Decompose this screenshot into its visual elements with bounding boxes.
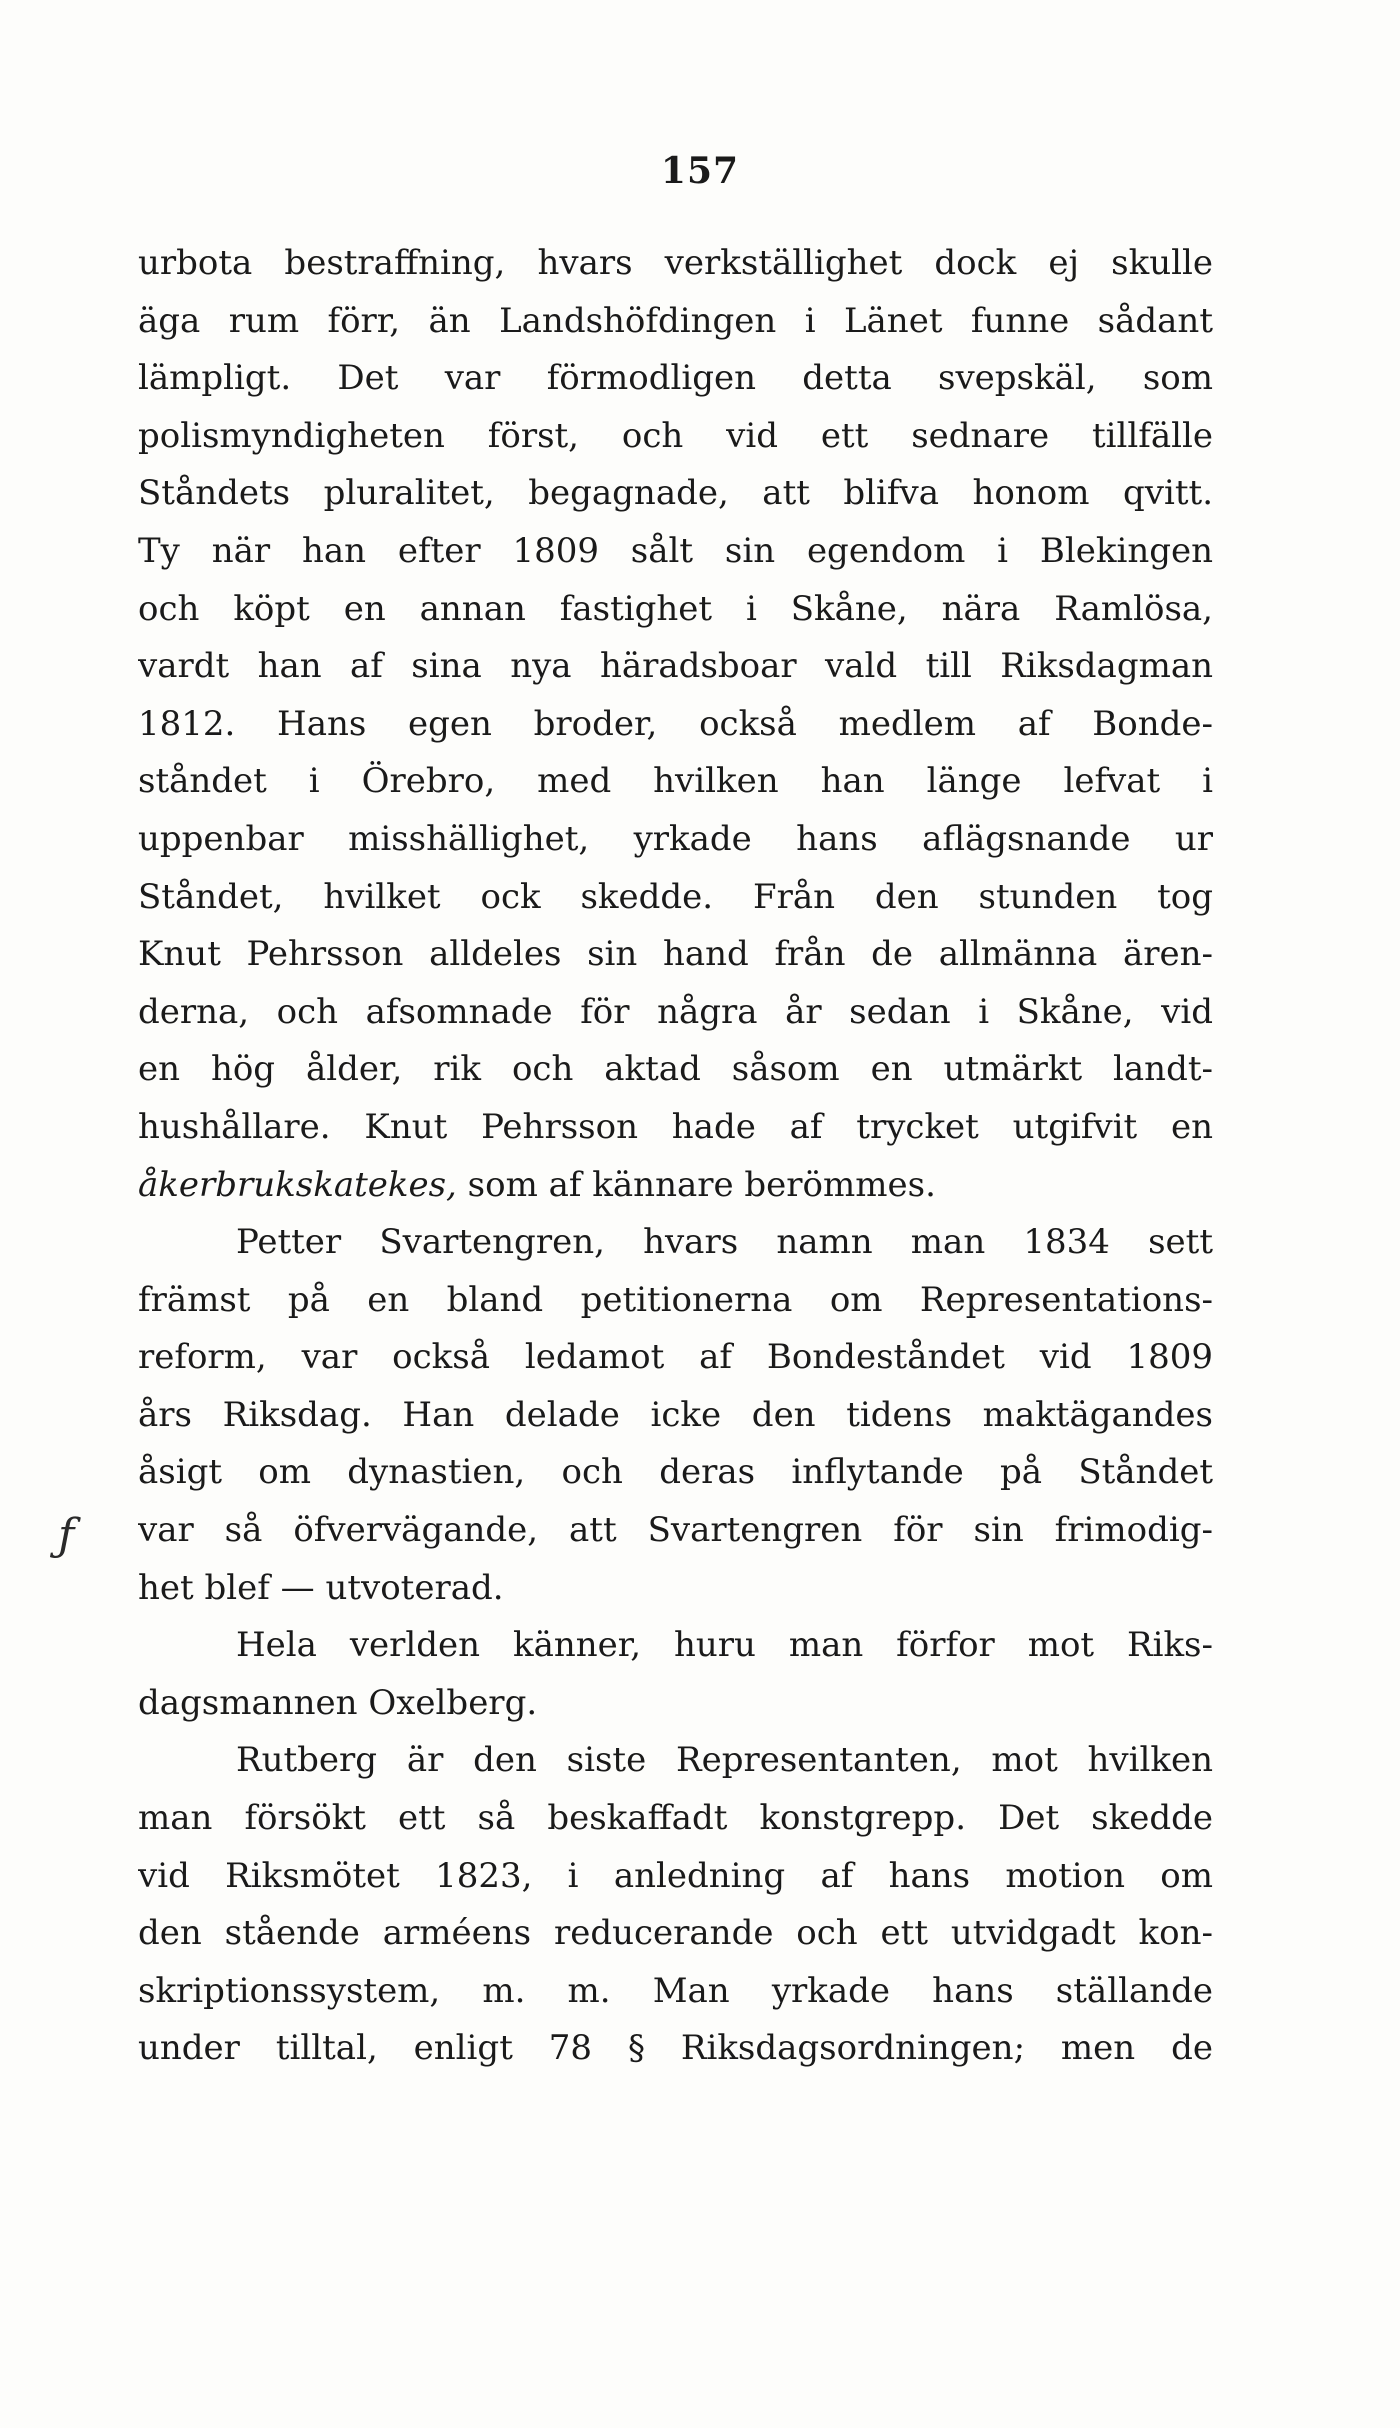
text-line: och köpt en annan fastighet i Skåne, nära Ramlösa, bbox=[138, 588, 1213, 629]
text-line: äga rum förr, än Landshöfdingen i Länet funne sådant bbox=[138, 300, 1213, 341]
page-number: 157 bbox=[660, 150, 740, 192]
text-line: 1812. Hans egen broder, också medlem af Bonde- bbox=[138, 703, 1213, 744]
text-line: lämpligt. Det var förmodligen detta svepskäl, som bbox=[138, 358, 1213, 399]
italic-title: åkerbrukskatekes, bbox=[138, 1164, 457, 1205]
text-line: hushållare. Knut Pehrsson hade af trycket utgifvit en bbox=[138, 1106, 1213, 1147]
text-line: vid Riksmötet 1823, i anledning af hans motion om bbox=[138, 1855, 1213, 1896]
text-line: urbota bestraffning, hvars verkställighet dock ej skulle bbox=[138, 243, 1213, 283]
text-line-rest: som af kännare berömmes. bbox=[456, 1164, 936, 1205]
text-line: reform, var också ledamot af Bondeståndet vid 1809 bbox=[138, 1337, 1213, 1378]
text-line: under tilltal, enligt 78 § Riksdagsordningen; men de bbox=[138, 2028, 1213, 2069]
text-line: skriptionssystem, m. m. Man yrkade hans ställande bbox=[138, 1970, 1213, 2011]
text-line: års Riksdag. Han delade icke den tidens maktägandes bbox=[138, 1394, 1213, 1435]
text-line: Ty när han efter 1809 sålt sin egendom i Blekingen bbox=[138, 530, 1213, 571]
text-line: uppenbar misshällighet, yrkade hans aflägsnande ur bbox=[138, 818, 1213, 859]
text-line: dagsmannen Oxelberg. bbox=[138, 1682, 538, 1723]
text-line: en hög ålder, rik och aktad såsom en utmärkt landt- bbox=[138, 1049, 1213, 1090]
text-line: Rutberg är den siste Representanten, mot hvilken bbox=[236, 1740, 1213, 1781]
text-line bbox=[138, 1157, 1213, 1215]
text-line: åsigt om dynastien, och deras inflytande på Ståndet bbox=[138, 1452, 1213, 1493]
text-line: Petter Svartengren, hvars namn man 1834 sett bbox=[236, 1222, 1213, 1263]
text-line: Knut Pehrsson alldeles sin hand från de allmänna ären- bbox=[138, 934, 1213, 975]
margin-mark: ƒ bbox=[58, 1510, 75, 1561]
body-text bbox=[138, 235, 1213, 2078]
text-line: vardt han af sina nya häradsboar vald till Riksdagman bbox=[138, 646, 1213, 687]
text-line: derna, och afsomnade för några år sedan i Skåne, vid bbox=[138, 991, 1213, 1032]
text-line: Ståndet, hvilket ock skedde. Från den stunden tog bbox=[138, 876, 1213, 917]
text-line: främst på en bland petitionerna om Representations- bbox=[138, 1279, 1213, 1320]
text-line: Ståndets pluralitet, begagnade, att blifva honom qvitt. bbox=[138, 473, 1213, 514]
text-line: het blef — utvoterad. bbox=[138, 1567, 504, 1608]
text-line: Hela verlden känner, huru man förfor mot Riks- bbox=[236, 1625, 1213, 1666]
text-line: ståndet i Örebro, med hvilken han länge lefvat i bbox=[138, 761, 1213, 802]
text-line: var så öfvervägande, att Svartengren för sin frimodig- bbox=[138, 1510, 1213, 1551]
text-line: den stående arméens reducerande och ett utvidgadt kon- bbox=[138, 1913, 1213, 1954]
text-line: polismyndigheten först, och vid ett sednare tillfälle bbox=[138, 415, 1213, 456]
text-line: man försökt ett så beskaffadt konstgrepp. Det skedde bbox=[138, 1798, 1213, 1839]
